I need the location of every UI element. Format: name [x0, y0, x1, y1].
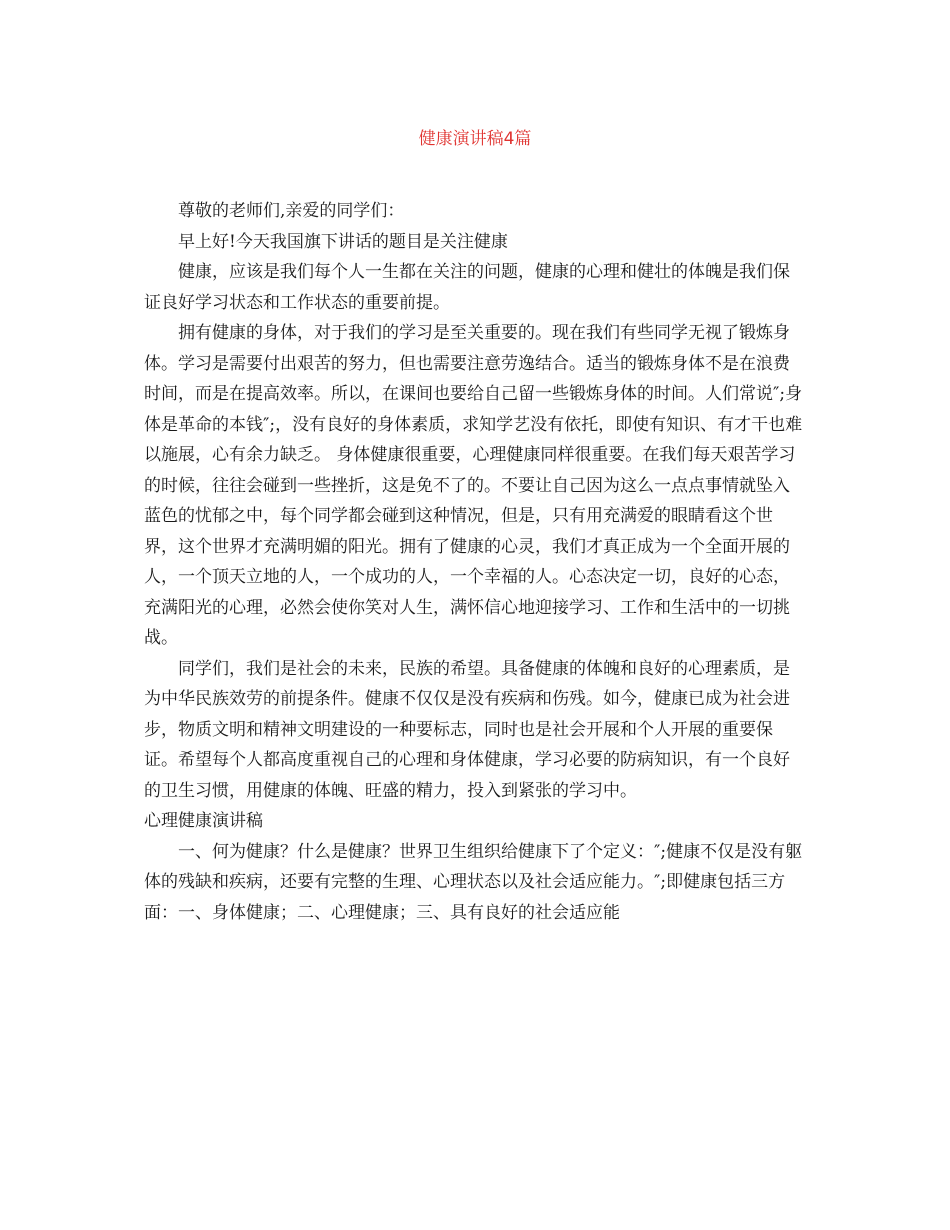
paragraph-body-mind: 拥有健康的身体，对于我们的学习是至关重要的。现在我们有些同学无视了锻炼身体。学习是需要付出艰苦的努力，但也需要注意劳逸结合。适当的锻炼身体不是在浪费时间，而是在提高效率。所以，在课间也要给自己留一些锻炼身体的时间。人们常说″;身体是革命的本钱″;，没有良好的身体素质，求知学艺没有依托，即使有知识、有才干也难以施展，心有余力缺乏。 身体健康很重要，心理健康同样很重要。在我们每天艰苦学习的时候，往往会碰到一些挫折，这是免不了的。不要让自己因为这么一点点事情就坠入蓝色的忧郁之中，每个同学都会碰到这种情况，但是，只有用充满爱的眼睛看这个世界，这个世界才充满明媚的阳光。拥有了健康的心灵，我们才真正成为一个全面开展的人，一个顶天立地的人，一个成功的人，一个幸福的人。心态决定一切，良好的心态，充满阳光的心理，必然会使你笑对人生，满怀信心地迎接学习、工作和生活中的一切挑战。: [144, 323, 803, 648]
paragraph-health-intro: 健康，应该是我们每个人一生都在关注的问题，健康的心理和健壮的体魄是我们保证良好学习状态和工作状态的重要前提。: [144, 262, 790, 313]
paragraph-definition: 一、何为健康？什么是健康？世界卫生组织给健康下了个定义：″;健康不仅是没有躯体的残缺和疾病，还要有完整的生理、心理状态以及社会适应能力。″;即健康包括三方面：一、身体健康；二、心理健康；三、具有良好的社会适应能: [144, 841, 803, 923]
paragraph-opening: 早上好!今天我国旗下讲话的题目是关注健康: [178, 231, 508, 252]
paragraph-future: 同学们，我们是社会的未来，民族的希望。具备健康的体魄和良好的心理素质，是为中华民族效劳的前提条件。健康不仅仅是没有疾病和伤残。如今，健康已成为社会进步，物质文明和精神文明建设的一种要标志，同时也是社会开展和个人开展的重要保证。希望每个人都高度重视自己的心理和身体健康，学习必要的防病知识，有一个良好的卫生习惯，用健康的体魄、旺盛的精力，投入到紧张的学习中。: [144, 658, 790, 801]
document-body: [144, 196, 804, 928]
document-title: 健康演讲稿4篇: [418, 129, 532, 149]
paragraph-greeting: 尊敬的老师们,亲爱的同学们：: [178, 201, 405, 221]
section-heading: 心理健康演讲稿: [144, 811, 263, 831]
